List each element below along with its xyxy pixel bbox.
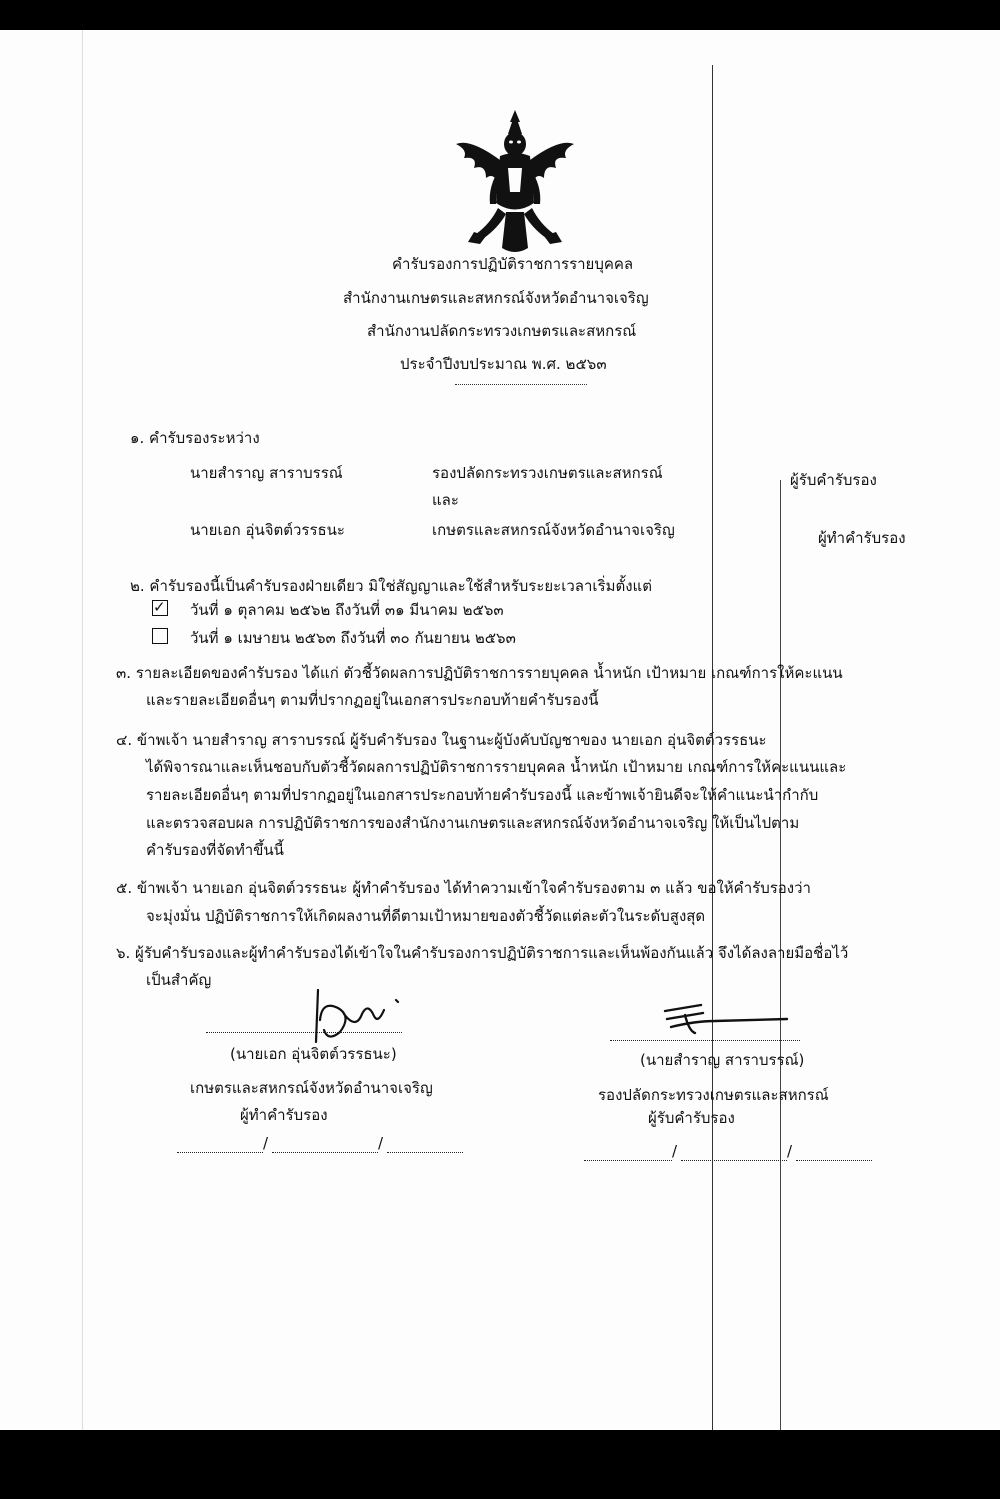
party1-role: ผู้รับคำรับรอง [790, 471, 877, 489]
checkbox-period2[interactable] [152, 628, 168, 644]
party2-role: ผู้ทำคำรับรอง [818, 529, 906, 547]
period2-text: วันที่ ๑ เมษายน ๒๕๖๓ ถึงวันที่ ๓๐ กันยายน ๒๕๖๓ [190, 629, 516, 647]
signature-line-left [206, 1032, 402, 1033]
date-month-right [681, 1160, 787, 1161]
section5-line1: ๕. ข้าพเจ้า นายเอก อุ่นจิตต์วรรธนะ ผู้ทำคำรับรอง ได้ทำความเข้าใจคำรับรองตาม ๓ แล้ว ขอให้คำรับรองว่า [116, 879, 811, 897]
check-mark-icon: ✓ [153, 598, 166, 616]
date-separator: / [672, 1142, 678, 1160]
section4-line4: และตรวจสอบผล การปฏิบัติราชการของสำนักงานเกษตรและสหกรณ์จังหวัดอำนาจเจริญ ให้เป็นไปตาม [146, 814, 800, 832]
section4-line1: ๔. ข้าพเจ้า นายสำราญ สาราบรรณ์ ผู้รับคำรับรอง ในฐานะผู้บังคับบัญชาของ นายเอก อุ่นจิตต์วรรธนะ [116, 731, 767, 749]
header-divider [455, 384, 587, 385]
checkbox-period1[interactable] [152, 600, 168, 616]
left-signer-name: (นายเอก อุ่นจิตต์วรรธนะ) [230, 1045, 397, 1063]
party2-position: เกษตรและสหกรณ์จังหวัดอำนาจเจริญ [432, 521, 675, 539]
date-year-left [387, 1152, 463, 1153]
period1-text: วันที่ ๑ ตุลาคม ๒๕๖๒ ถึงวันที่ ๓๑ มีนาคม ๒๕๖๓ [190, 601, 504, 619]
date-day-left [177, 1152, 263, 1153]
right-signer-name: (นายสำราญ สาราบรรณ์) [640, 1051, 805, 1069]
header-title: คำรับรองการปฏิบัติราชการรายบุคคล [392, 255, 634, 273]
document-page [0, 30, 1000, 1430]
party1-position: รองปลัดกระทรวงเกษตรและสหกรณ์ [432, 464, 663, 482]
section1-heading: ๑. คำรับรองระหว่าง [130, 429, 260, 447]
signature-left-icon [300, 980, 420, 1050]
section6-line1: ๖. ผู้รับคำรับรองและผู้ทำคำรับรองได้เข้าใจในคำรับรองการปฏิบัติราชการและเห็นพ้องกันแล้ว จึงได้ลงลายมือชื่อไว้ [116, 944, 849, 962]
signature-line-right [610, 1040, 800, 1041]
conjunction-and: และ [432, 491, 459, 509]
header-office: สำนักงานเกษตรและสหกรณ์จังหวัดอำนาจเจริญ [343, 289, 649, 307]
section2-text: ๒. คำรับรองนี้เป็นคำรับรองฝ่ายเดียว มิใช่สัญญาและใช้สำหรับระยะเวลาเริ่มตั้งแต่ [130, 577, 652, 595]
section3-line1: ๓. รายละเอียดของคำรับรอง ได้แก่ ตัวชี้วัดผลการปฏิบัติราชการรายบุคคล น้ำหนัก เป้าหมาย เกณฑ์การให้คะแนน [116, 664, 843, 682]
header-ministry: สำนักงานปลัดกระทรวงเกษตรและสหกรณ์ [367, 322, 637, 340]
scan-artifact-line [82, 30, 83, 1430]
section4-line2: ได้พิจารณาและเห็นชอบกับตัวชี้วัดผลการปฏิบัติราชการรายบุคคล น้ำหนัก เป้าหมาย เกณฑ์การให้คะแนนและ [146, 758, 847, 776]
garuda-emblem-icon [450, 108, 580, 258]
section6-line2: เป็นสำคัญ [146, 971, 212, 989]
left-signer-role: ผู้ทำคำรับรอง [240, 1106, 328, 1124]
section4-line5: คำรับรองที่จัดทำขึ้นนี้ [146, 841, 284, 859]
right-signer-role: ผู้รับคำรับรอง [648, 1109, 735, 1127]
party2-name: นายเอก อุ่นจิตต์วรรธนะ [190, 521, 345, 539]
section5-line2: จะมุ่งมั่น ปฏิบัติราชการให้เกิดผลงานที่ดีตามเป้าหมายของตัวชี้วัดแต่ละตัวในระดับสูงสุด [146, 907, 706, 925]
signature-right-icon [655, 995, 795, 1045]
date-month-left [272, 1152, 378, 1153]
date-year-right [796, 1160, 872, 1161]
party1-name: นายสำราญ สาราบรรณ์ [190, 464, 343, 482]
date-day-right [584, 1160, 672, 1161]
right-signer-position: รองปลัดกระทรวงเกษตรและสหกรณ์ [598, 1086, 829, 1104]
date-separator: / [378, 1134, 384, 1152]
header-fiscal-year: ประจำปีงบประมาณ พ.ศ. ๒๕๖๓ [400, 355, 607, 373]
date-separator: / [263, 1134, 269, 1152]
left-signer-position: เกษตรและสหกรณ์จังหวัดอำนาจเจริญ [190, 1079, 433, 1097]
date-separator: / [787, 1142, 793, 1160]
section4-line3: รายละเอียดอื่นๆ ตามที่ปรากฏอยู่ในเอกสารประกอบท้ายคำรับรองนี้ และข้าพเจ้ายินดีจะให้คำแนะนำกำกับ [146, 786, 819, 804]
section3-line2: และรายละเอียดอื่นๆ ตามที่ปรากฏอยู่ในเอกสารประกอบท้ายคำรับรองนี้ [146, 691, 599, 709]
